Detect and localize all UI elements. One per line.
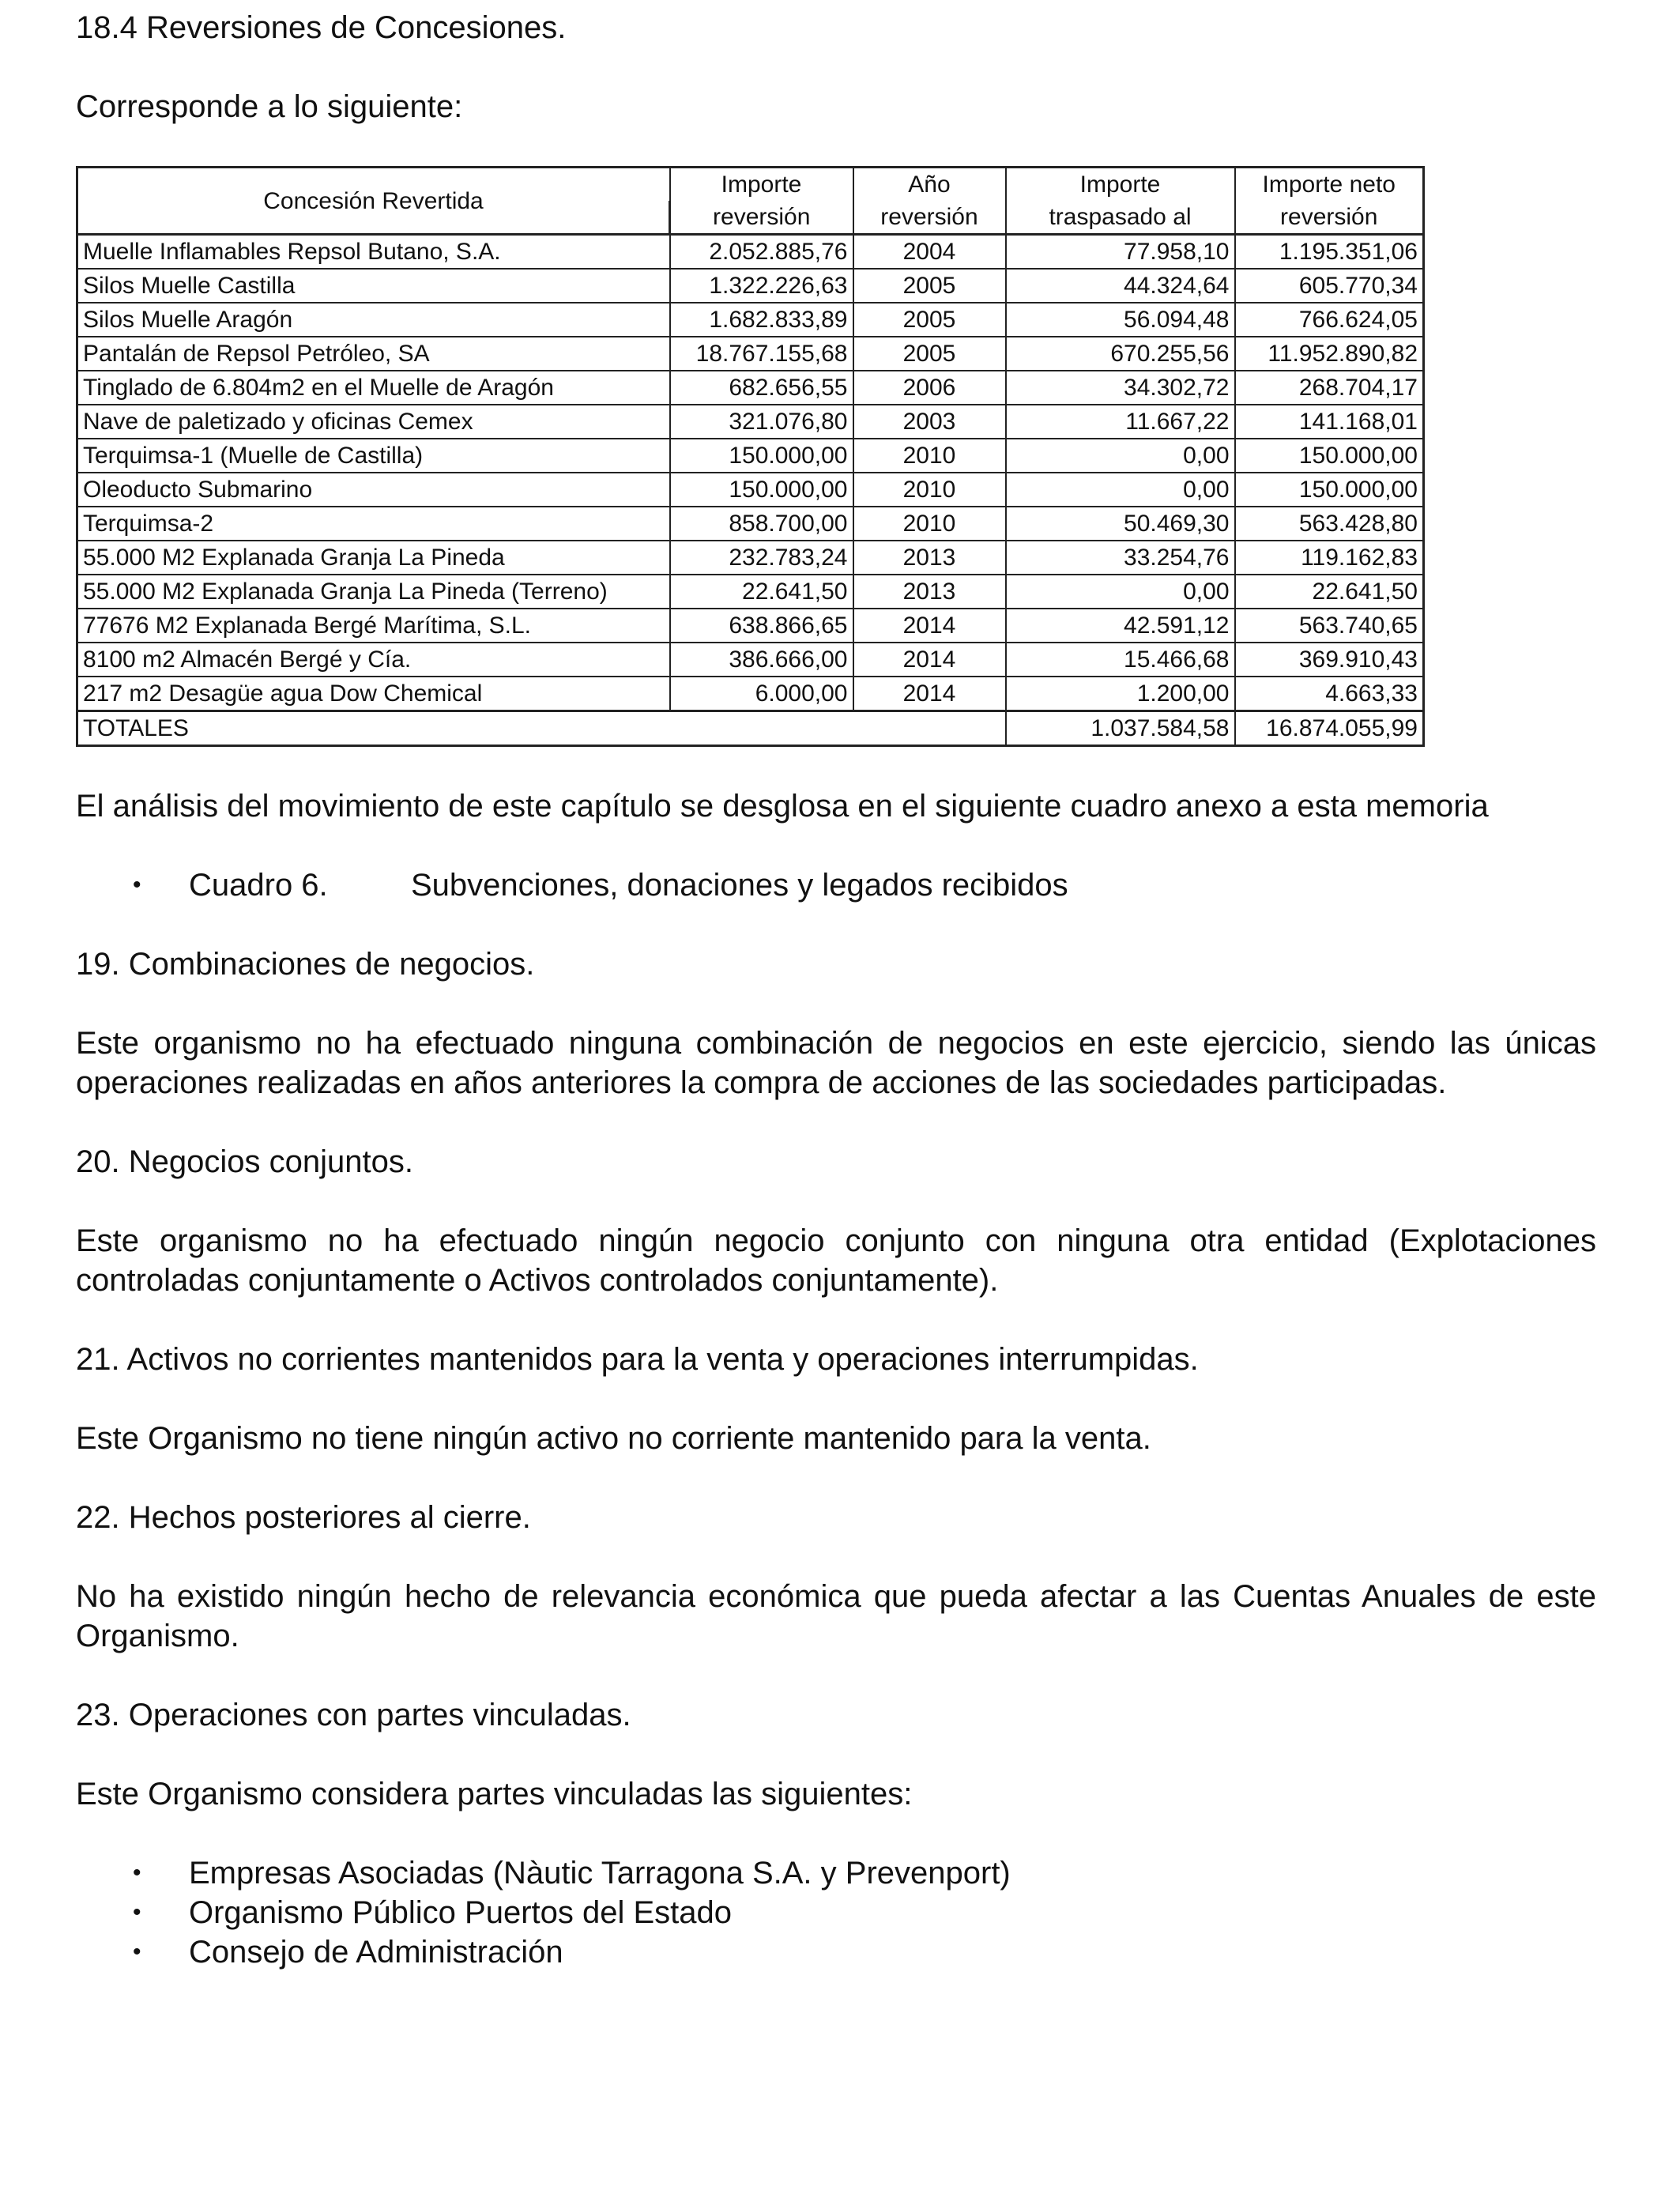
table-row [77, 269, 1424, 303]
cell-importe-traspasado: 0,00 [1006, 473, 1235, 507]
reversiones-table-body [77, 235, 1424, 711]
cell-importe-traspasado: 11.667,22 [1006, 405, 1235, 439]
totals-traspasado: 1.037.584,58 [1006, 711, 1235, 746]
cell-concesion: Silos Muelle Aragón [77, 303, 670, 337]
section-22-heading: 22. Hechos posteriores al cierre. [76, 1500, 531, 1535]
section-19-heading: 19. Combinaciones de negocios. [76, 947, 535, 982]
header-traspasado-line1: Importe [1006, 168, 1235, 202]
totals-label: TOTALES [77, 711, 1006, 746]
cell-importe-reversion: 1.322.226,63 [670, 269, 853, 303]
cell-anio-reversion: 2003 [853, 405, 1006, 439]
cell-importe-traspasado: 33.254,76 [1006, 541, 1235, 575]
cell-importe-traspasado: 0,00 [1006, 439, 1235, 473]
cell-concesion: 217 m2 Desagüe agua Dow Chemical [77, 677, 670, 711]
cell-importe-neto: 150.000,00 [1235, 473, 1424, 507]
list-item-text: Organismo Público Puertos del Estado [189, 1895, 733, 1930]
section-21-text: Este Organismo no tiene ningún activo no corriente mantenido para la venta. [76, 1421, 1151, 1456]
reversiones-table-wrapper [76, 166, 1596, 747]
cell-concesion: 77676 M2 Explanada Bergé Marítima, S.L. [77, 609, 670, 643]
cell-concesion: Terquimsa-1 (Muelle de Castilla) [77, 439, 670, 473]
cell-importe-traspasado: 56.094,48 [1006, 303, 1235, 337]
cell-importe-neto: 766.624,05 [1235, 303, 1424, 337]
cell-importe-reversion: 321.076,80 [670, 405, 853, 439]
analysis-text: El análisis del movimiento de este capítulo se desglosa en el siguiente cuadro anexo a esta memoria [76, 789, 1489, 824]
table-row [77, 575, 1424, 609]
list-item [76, 1853, 1596, 1893]
bullet-icon: • [133, 1860, 141, 1886]
cell-importe-neto: 563.740,65 [1235, 609, 1424, 643]
cell-importe-traspasado: 50.469,30 [1006, 507, 1235, 541]
cell-importe-neto: 563.428,80 [1235, 507, 1424, 541]
cell-concesion: 55.000 M2 Explanada Granja La Pineda [77, 541, 670, 575]
cell-anio-reversion: 2013 [853, 575, 1006, 609]
cell-concesion: 55.000 M2 Explanada Granja La Pineda (Terreno) [77, 575, 670, 609]
cell-anio-reversion: 2014 [853, 609, 1006, 643]
table-row [77, 235, 1424, 270]
cell-anio-reversion: 2005 [853, 269, 1006, 303]
cell-concesion: Oleoducto Submarino [77, 473, 670, 507]
section-18-4-intro: Corresponde a lo siguiente: [76, 89, 463, 124]
list-item [76, 865, 1596, 905]
table-row [77, 473, 1424, 507]
table-row [77, 371, 1424, 405]
table-row [77, 337, 1424, 371]
cell-importe-neto: 141.168,01 [1235, 405, 1424, 439]
header-neto-line2: reversión [1235, 201, 1424, 235]
cell-importe-neto: 11.952.890,82 [1235, 337, 1424, 371]
cell-importe-reversion: 386.666,00 [670, 643, 853, 677]
document-page [76, 8, 1596, 1972]
analysis-list [76, 865, 1596, 905]
cell-importe-traspasado: 0,00 [1006, 575, 1235, 609]
table-row [77, 609, 1424, 643]
cell-importe-traspasado: 44.324,64 [1006, 269, 1235, 303]
table-row [77, 507, 1424, 541]
totals-neto: 16.874.055,99 [1235, 711, 1424, 746]
cell-importe-reversion: 638.866,65 [670, 609, 853, 643]
cell-concesion: Terquimsa-2 [77, 507, 670, 541]
cell-importe-traspasado: 15.466,68 [1006, 643, 1235, 677]
header-anio-line2: reversión [853, 201, 1006, 235]
cell-concesion: Tinglado de 6.804m2 en el Muelle de Aragón [77, 371, 670, 405]
related-parties-list [76, 1853, 1596, 1972]
cell-importe-neto: 1.195.351,06 [1235, 235, 1424, 270]
cell-importe-traspasado: 34.302,72 [1006, 371, 1235, 405]
cell-importe-traspasado: 77.958,10 [1006, 235, 1235, 270]
cell-concesion: Muelle Inflamables Repsol Butano, S.A. [77, 235, 670, 270]
cell-importe-neto: 22.641,50 [1235, 575, 1424, 609]
section-23-text: Este Organismo considera partes vinculadas las siguientes: [76, 1777, 913, 1811]
bullet-icon: • [133, 1899, 141, 1925]
table-row [77, 405, 1424, 439]
cell-anio-reversion: 2010 [853, 507, 1006, 541]
section-18-4-heading: 18.4 Reversiones de Concesiones. [76, 10, 567, 45]
cell-anio-reversion: 2004 [853, 235, 1006, 270]
section-21-heading: 21. Activos no corrientes mantenidos para la venta y operaciones interrumpidas. [76, 1342, 1199, 1377]
cell-anio-reversion: 2006 [853, 371, 1006, 405]
cell-anio-reversion: 2014 [853, 643, 1006, 677]
cell-concesion: Pantalán de Repsol Petróleo, SA [77, 337, 670, 371]
section-22-text: No ha existido ningún hecho de relevancia económica que pueda afectar a las Cuentas Anuales de este Organismo. [76, 1579, 1596, 1653]
table-row [77, 643, 1424, 677]
table-row [77, 677, 1424, 711]
cell-importe-traspasado: 670.255,56 [1006, 337, 1235, 371]
cell-importe-reversion: 682.656,55 [670, 371, 853, 405]
cell-importe-neto: 4.663,33 [1235, 677, 1424, 711]
cell-importe-reversion: 232.783,24 [670, 541, 853, 575]
cell-importe-reversion: 6.000,00 [670, 677, 853, 711]
reversiones-table [76, 166, 1425, 747]
cell-concesion: Nave de paletizado y oficinas Cemex [77, 405, 670, 439]
bullet-icon: • [133, 1939, 141, 1965]
cell-anio-reversion: 2010 [853, 439, 1006, 473]
totals-row [77, 711, 1424, 746]
cell-concesion: Silos Muelle Castilla [77, 269, 670, 303]
list-item [76, 1893, 1596, 1932]
cell-importe-neto: 605.770,34 [1235, 269, 1424, 303]
cell-importe-reversion: 858.700,00 [670, 507, 853, 541]
cell-anio-reversion: 2014 [853, 677, 1006, 711]
cuadro-label: Cuadro 6. [189, 868, 328, 903]
cell-importe-reversion: 1.682.833,89 [670, 303, 853, 337]
cell-importe-neto: 119.162,83 [1235, 541, 1424, 575]
cell-anio-reversion: 2010 [853, 473, 1006, 507]
header-neto-line1: Importe neto [1235, 168, 1424, 202]
header-importe-line1: Importe [670, 168, 853, 202]
table-row [77, 541, 1424, 575]
list-item [76, 1932, 1596, 1972]
section-20-text: Este organismo no ha efectuado ningún negocio conjunto con ninguna otra entidad (Explotaciones controladas conjuntamente o Activos controlados conjuntamente). [76, 1223, 1596, 1298]
table-row [77, 303, 1424, 337]
cell-importe-reversion: 150.000,00 [670, 473, 853, 507]
list-item-text: Consejo de Administración [189, 1935, 563, 1970]
header-concesion: Concesión Revertida [77, 168, 670, 235]
cell-importe-neto: 268.704,17 [1235, 371, 1424, 405]
cell-importe-reversion: 22.641,50 [670, 575, 853, 609]
cell-importe-reversion: 2.052.885,76 [670, 235, 853, 270]
cell-importe-traspasado: 1.200,00 [1006, 677, 1235, 711]
cell-anio-reversion: 2013 [853, 541, 1006, 575]
cell-importe-reversion: 150.000,00 [670, 439, 853, 473]
header-traspasado-line2: traspasado al [1006, 201, 1235, 235]
cell-importe-neto: 369.910,43 [1235, 643, 1424, 677]
list-item-text: Empresas Asociadas (Nàutic Tarragona S.A. y Prevenport) [189, 1856, 1011, 1891]
header-anio-line1: Año [853, 168, 1006, 202]
cell-importe-traspasado: 42.591,12 [1006, 609, 1235, 643]
section-19-text: Este organismo no ha efectuado ninguna combinación de negocios en este ejercicio, siendo las únicas operaciones realizadas en años anteriores la compra de acciones de las sociedades participadas. [76, 1026, 1596, 1100]
cell-anio-reversion: 2005 [853, 337, 1006, 371]
cell-importe-neto: 150.000,00 [1235, 439, 1424, 473]
cell-importe-reversion: 18.767.155,68 [670, 337, 853, 371]
section-20-heading: 20. Negocios conjuntos. [76, 1144, 413, 1179]
cuadro-text: Subvenciones, donaciones y legados recibidos [411, 868, 1068, 903]
header-importe-line2: reversión [670, 201, 853, 235]
cell-concesion: 8100 m2 Almacén Bergé y Cía. [77, 643, 670, 677]
bullet-icon: • [133, 872, 141, 898]
section-23-heading: 23. Operaciones con partes vinculadas. [76, 1698, 631, 1732]
cell-anio-reversion: 2005 [853, 303, 1006, 337]
table-row [77, 439, 1424, 473]
